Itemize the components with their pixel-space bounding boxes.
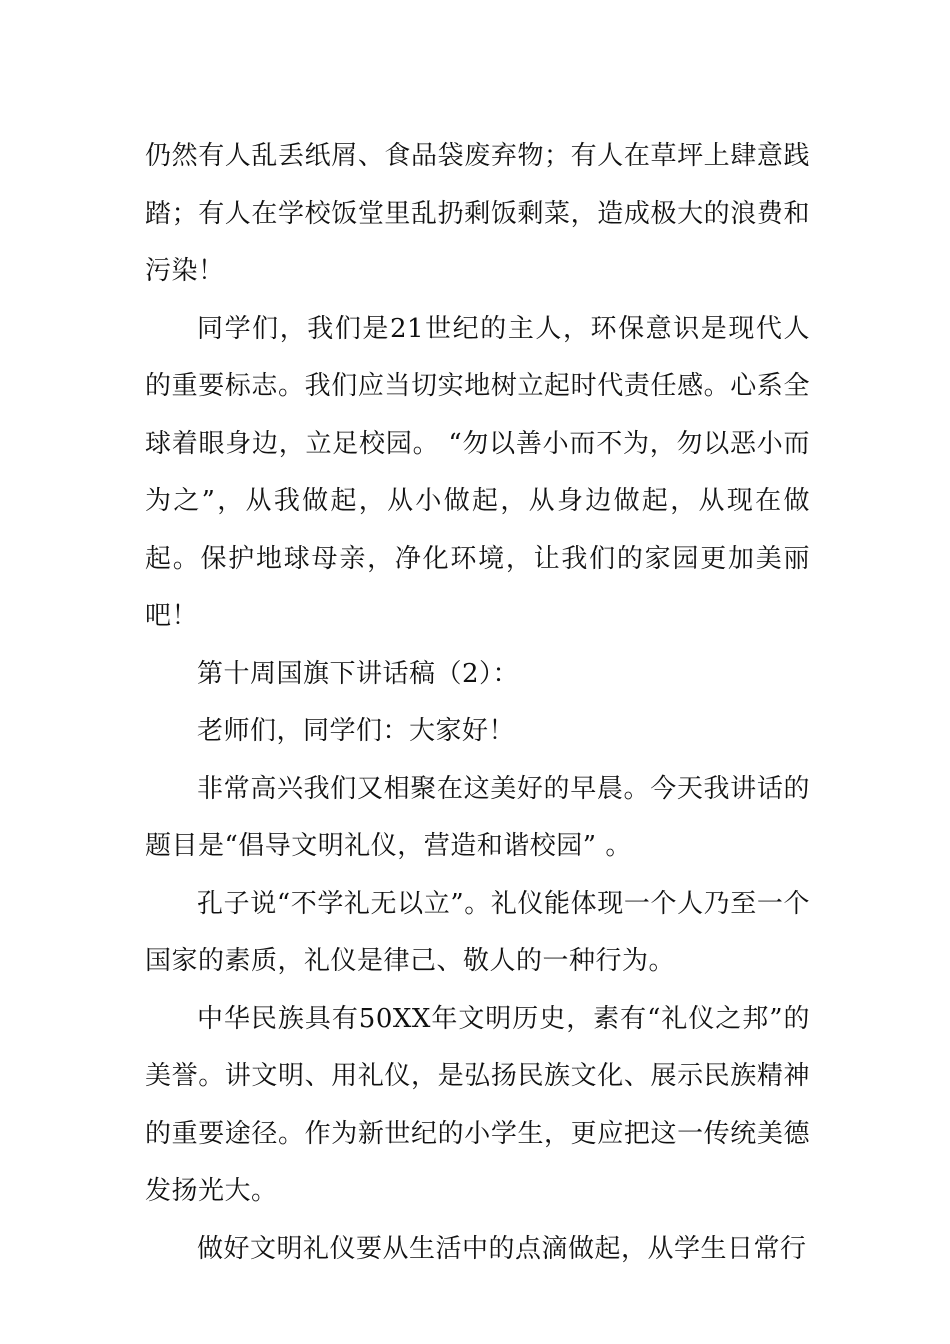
paragraph-2: 同学们，我们是21世纪的主人，环保意识是现代人的重要标志。我们应当切实地树立起时代责任感。心系全球着眼身边，立足校园。 “勿以善小而不为，勿以恶小而为之”，从我做起，从小做起，从身边做起，从现在做起。保护地球母亲，净化环境，让我们的家园更加美丽吧！: [145, 313, 810, 631]
paragraph-5: 非常高兴我们又相聚在这美好的早晨。今天我讲话的题目是“倡导文明礼仪，营造和谐校园” 。: [145, 773, 810, 861]
paragraph-7: 中华民族具有50XX年文明历史，素有“礼仪之邦”的美誉。讲文明、用礼仪，是弘扬民族文化、展示民族精神的重要途径。作为新世纪的小学生，更应把这一传统美德发扬光大。: [145, 1003, 810, 1206]
greeting: 老师们，同学们：大家好！: [197, 716, 516, 746]
paragraph-1: 仍然有人乱丢纸屑、食品袋废弃物；有人在草坪上肆意践踏；有人在学校饭堂里乱扔剩饭剩菜，造成极大的浪费和污染！: [145, 141, 810, 286]
speech-title: 第十周国旗下讲话稿（2）：: [197, 658, 520, 689]
paragraph-8: 做好文明礼仪要从生活中的点滴做起，从学生日常行: [197, 1233, 807, 1264]
paragraph-6: 孔子说“不学礼无以立”。礼仪能体现一个人乃至一个国家的素质，礼仪是律己、敬人的一种行为。: [145, 888, 810, 976]
document-body: [145, 128, 810, 1278]
